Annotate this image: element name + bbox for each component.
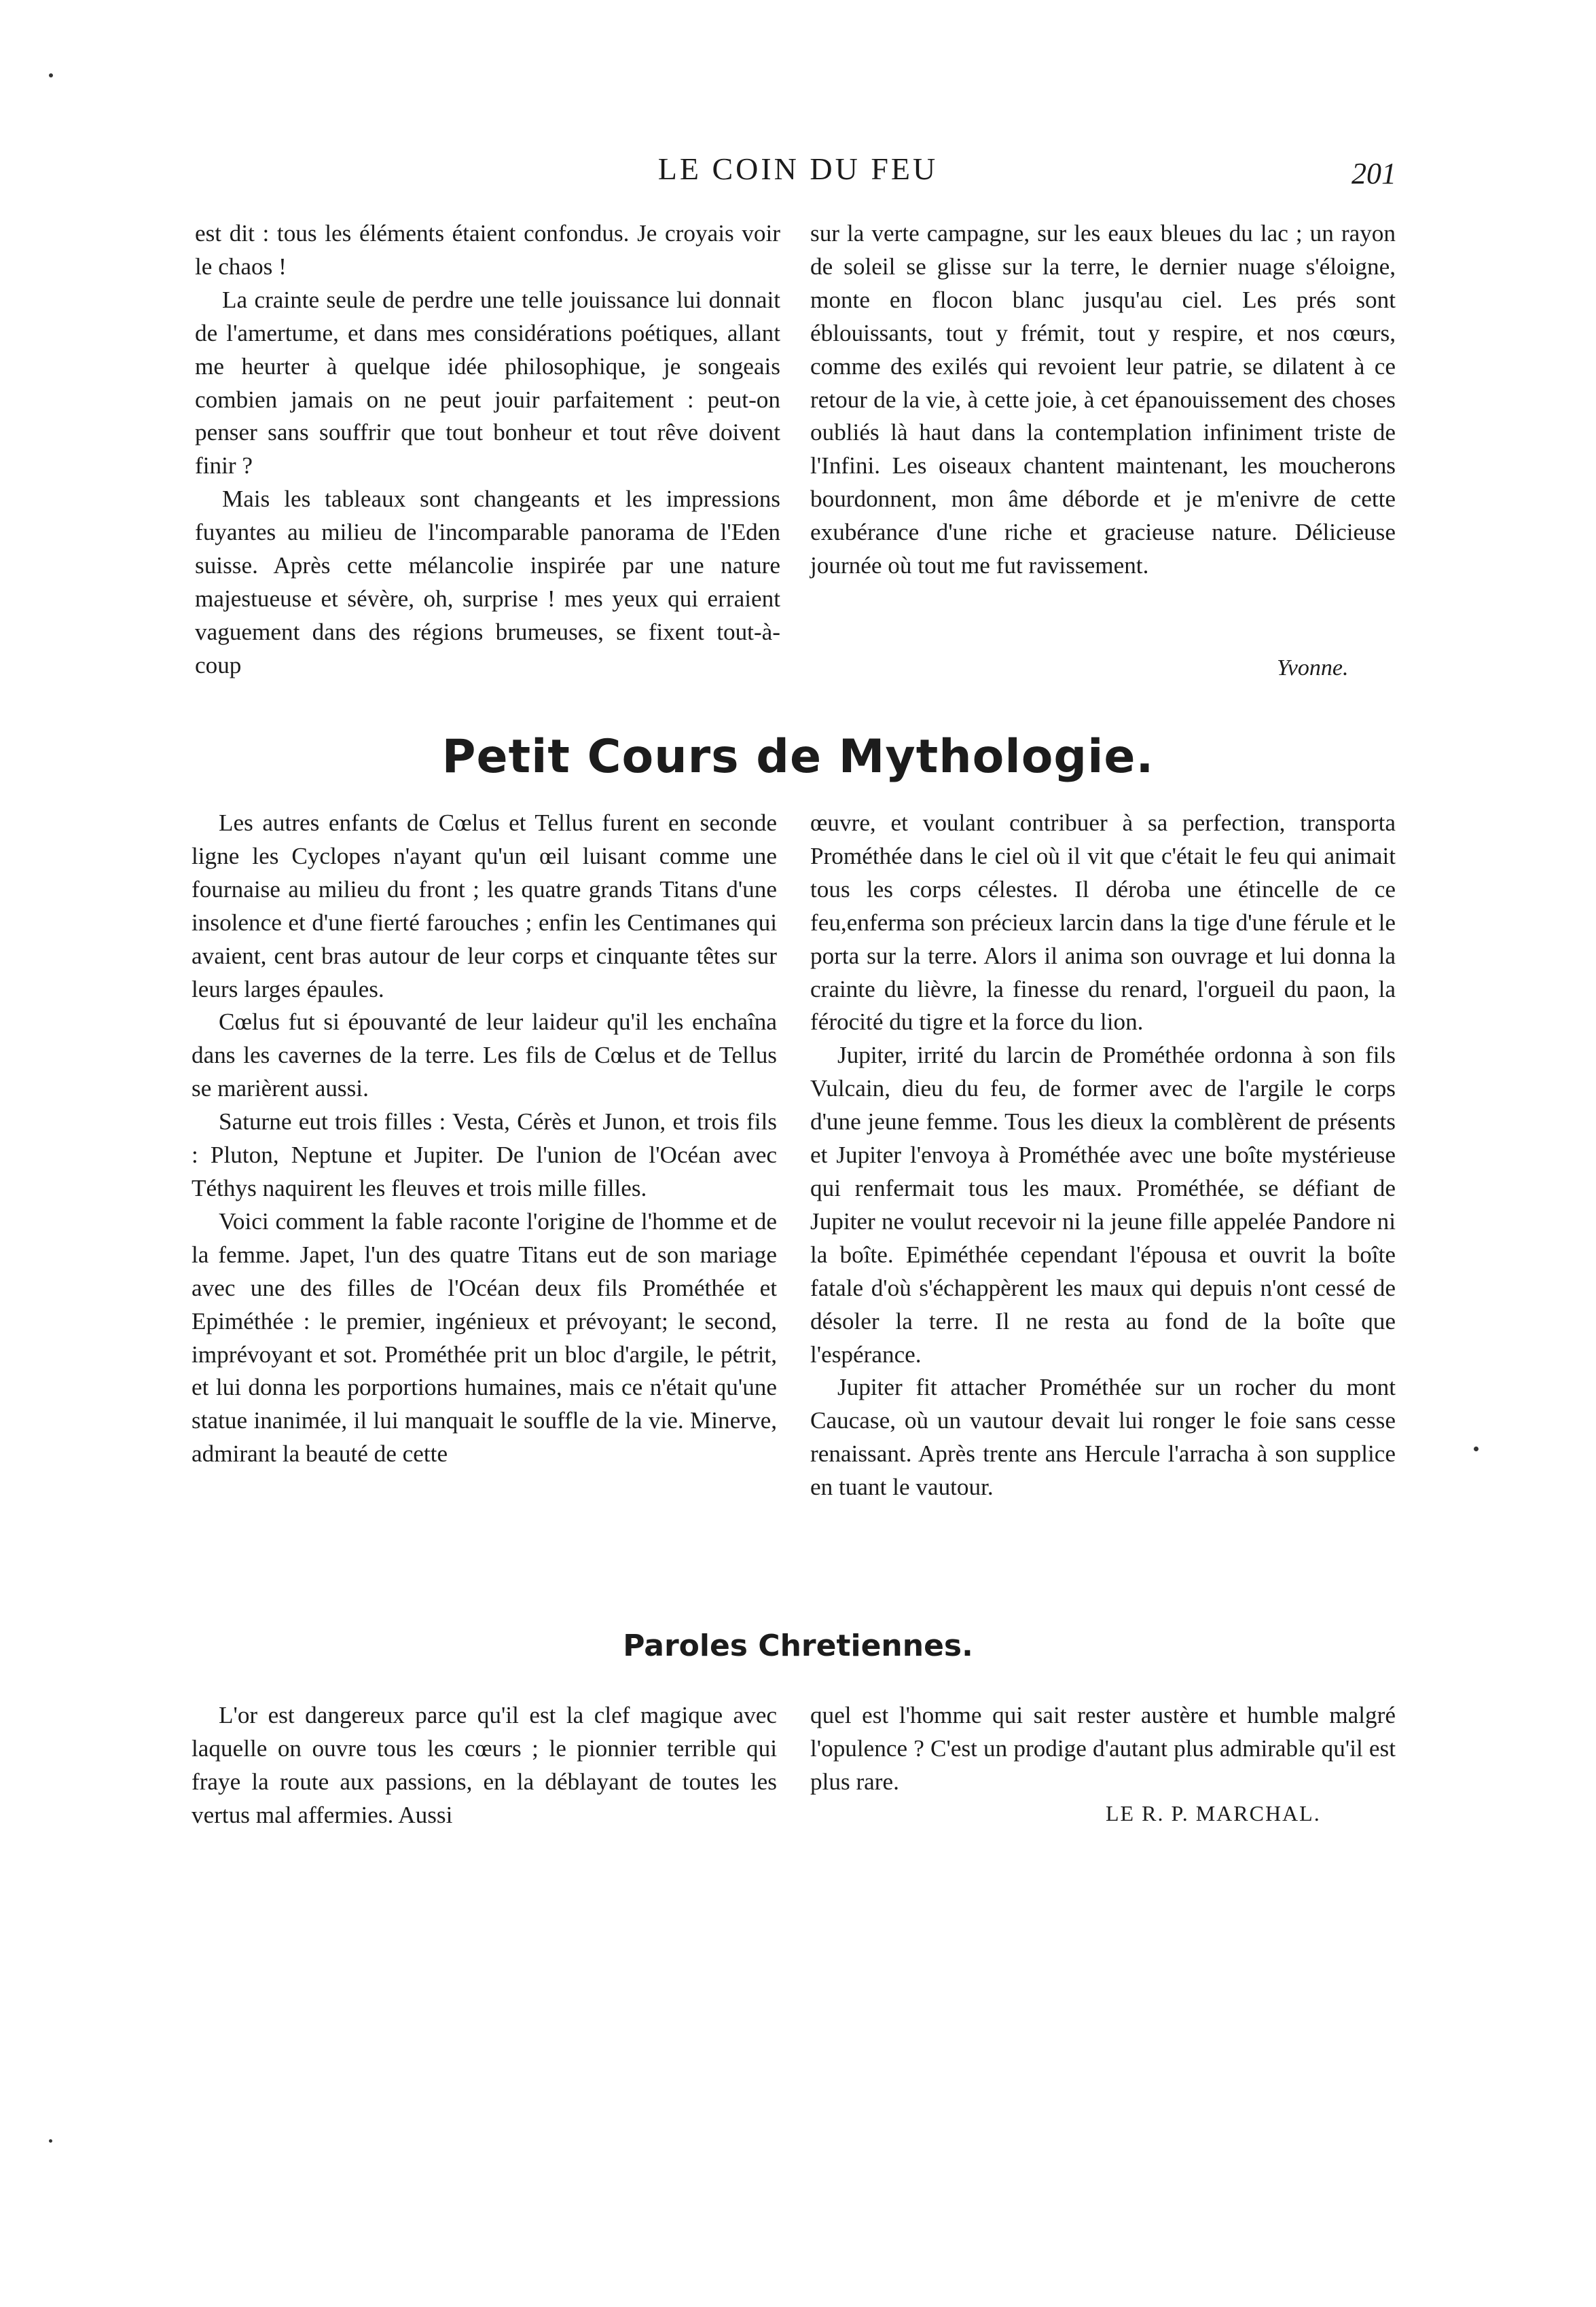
running-head: LE COIN DU FEU <box>657 151 939 186</box>
paragraph: quel est l'homme qui sait rester austère et humble malgré l'opulence ? C'est un prodige d'autant plus admirable qu'il est plus rare. <box>810 1702 1396 1795</box>
paragraph: œuvre, et voulant contribuer à sa perfection, transporta Prométhée dans le ciel où il vit que c'était le feu qui animait tous les corps célestes. Il déroba une étincelle de ce feu,enferma son précieux larcin dans la tige d'une férule et le porta sur la terre. Alors il anima son ouvrage et lui donna la crainte du lièvre, la finesse du renard, l'orgueil du paon, la férocité du tigre et la force du lion. <box>810 810 1396 1036</box>
page-number: 201 <box>1352 157 1396 190</box>
paragraph: Mais les tableaux sont changeants et les impressions fuyantes au milieu de l'incomparable panorama de l'Eden suisse. Après cette mélancolie inspirée par une nature majestueuse et sévère, oh, surprise ! mes yeux qui erraient vaguement dans des régions brumeuses, se fixent tout-à-coup <box>195 486 780 678</box>
paragraph: Les autres enfants de Cœlus et Tellus furent en seconde ligne les Cyclopes n'ayant qu'un œil luisant comme une fournaise au milieu du front ; les quatre grands Titans d'une insolence et d'une fierté farouches ; enfin les Centimanes qui avaient, cent bras autour de leur corps et cinquante têtes sur leurs larges épaules. <box>192 810 777 1002</box>
paroles-title: Paroles Chretiennes. <box>623 1629 973 1663</box>
paragraph: Jupiter, irrité du larcin de Prométhée ordonna à son fils Vulcain, dieu du feu, de former avec de l'argile le corps d'une jeune femme. Tous les dieux la comblèrent de présents et Jupiter l'envoya à Prométhée avec une boîte mystérieuse qui renfermait tous les maux. Prométhée, se défiant de Jupiter ne voulut recevoir ni la jeune fille appelée Pandore ni la boîte. Epiméthée cependant l'épousa et ouvrit la boîte fatale d'où s'échappèrent les maux qui depuis n'ont cessé de désoler la terre. Il ne resta au fond de la boîte que l'espérance. <box>810 1042 1396 1368</box>
paragraph: Jupiter fit attacher Prométhée sur un rocher du mont Caucase, où un vautour devait lui ronger le foie sans cesse renaissant. Après trente ans Hercule l'arracha à son supplice en tuant le vautour. <box>810 1374 1396 1501</box>
paragraph: est dit : tous les éléments étaient confondus. Je croyais voir le chaos ! <box>195 220 780 280</box>
scan-speck <box>1474 1447 1479 1451</box>
article1-right-column <box>810 217 1396 583</box>
paroles-right-column <box>810 1699 1396 1799</box>
paragraph: La crainte seule de perdre une telle jouissance lui donnait de l'amertume, et dans mes considérations poétiques, allant me heurter à quelque idée philosophique, je songeais combien jamais on ne peut jouir parfaitement : peut-on penser sans souffrir que tout bonheur et tout rêve doivent finir ? <box>195 286 780 479</box>
scan-speck <box>49 2139 52 2143</box>
scan-speck <box>49 73 53 77</box>
signature-yvonne: Yvonne. <box>1277 655 1349 680</box>
mythology-left-column <box>192 807 777 1471</box>
paragraph: sur la verte campagne, sur les eaux bleues du lac ; un rayon de soleil se glisse sur la terre, le dernier nuage s'éloigne, monte en flocon blanc jusqu'au ciel. Les prés sont éblouissants, tout y frémit, tout y respire, et nos cœurs, comme des exilés qui revoient leur patrie, se dilatent à ce retour de la vie, à cette joie, à cet épanouissement des choses oubliés là haut dans la contemplation infiniment triste de l'Infini. Les oiseaux chantent maintenant, les moucherons bourdonnent, mon âme déborde et je m'enivre de cette exubérance d'une riche et gracieuse nature. Délicieuse journée où tout me fut ravissement. <box>810 220 1396 579</box>
mythology-right-column <box>810 807 1396 1504</box>
paroles-left-column <box>192 1699 777 1832</box>
article1-left-column <box>195 217 780 683</box>
paragraph: Voici comment la fable raconte l'origine de l'homme et de la femme. Japet, l'un des quatre Titans eut de son mariage avec une des filles de l'Océan deux fils Prométhée et Epiméthée : le premier, ingénieux et prévoyant; le second, imprévoyant et sot. Prométhée prit un bloc d'argile, le pétrit, et lui donna les porportions humaines, mais ce n'était qu'une statue inanimée, il lui manquait le souffle de la vie. Minerve, admirant la beauté de cette <box>192 1207 777 1468</box>
paragraph: L'or est dangereux parce qu'il est la clef magique avec laquelle on ouvre tous les cœurs ; le pionnier terrible qui fraye la route aux passions, en la déblayant de toutes les vertus mal affermies. Aussi <box>192 1702 777 1828</box>
signature-marchal: LE R. P. MARCHAL. <box>1106 1801 1321 1825</box>
paragraph: Cœlus fut si épouvanté de leur laideur qu'il les enchaîna dans les cavernes de la terre. Les fils de Cœlus et de Tellus se marièrent aussi. <box>192 1009 777 1102</box>
mythology-title: Petit Cours de Mythologie. <box>441 730 1155 784</box>
paragraph: Saturne eut trois filles : Vesta, Cérès et Junon, et trois fils : Pluton, Neptune et Jupiter. De l'union de l'Océan avec Téthys naquirent les fleuves et trois mille filles. <box>192 1108 777 1201</box>
